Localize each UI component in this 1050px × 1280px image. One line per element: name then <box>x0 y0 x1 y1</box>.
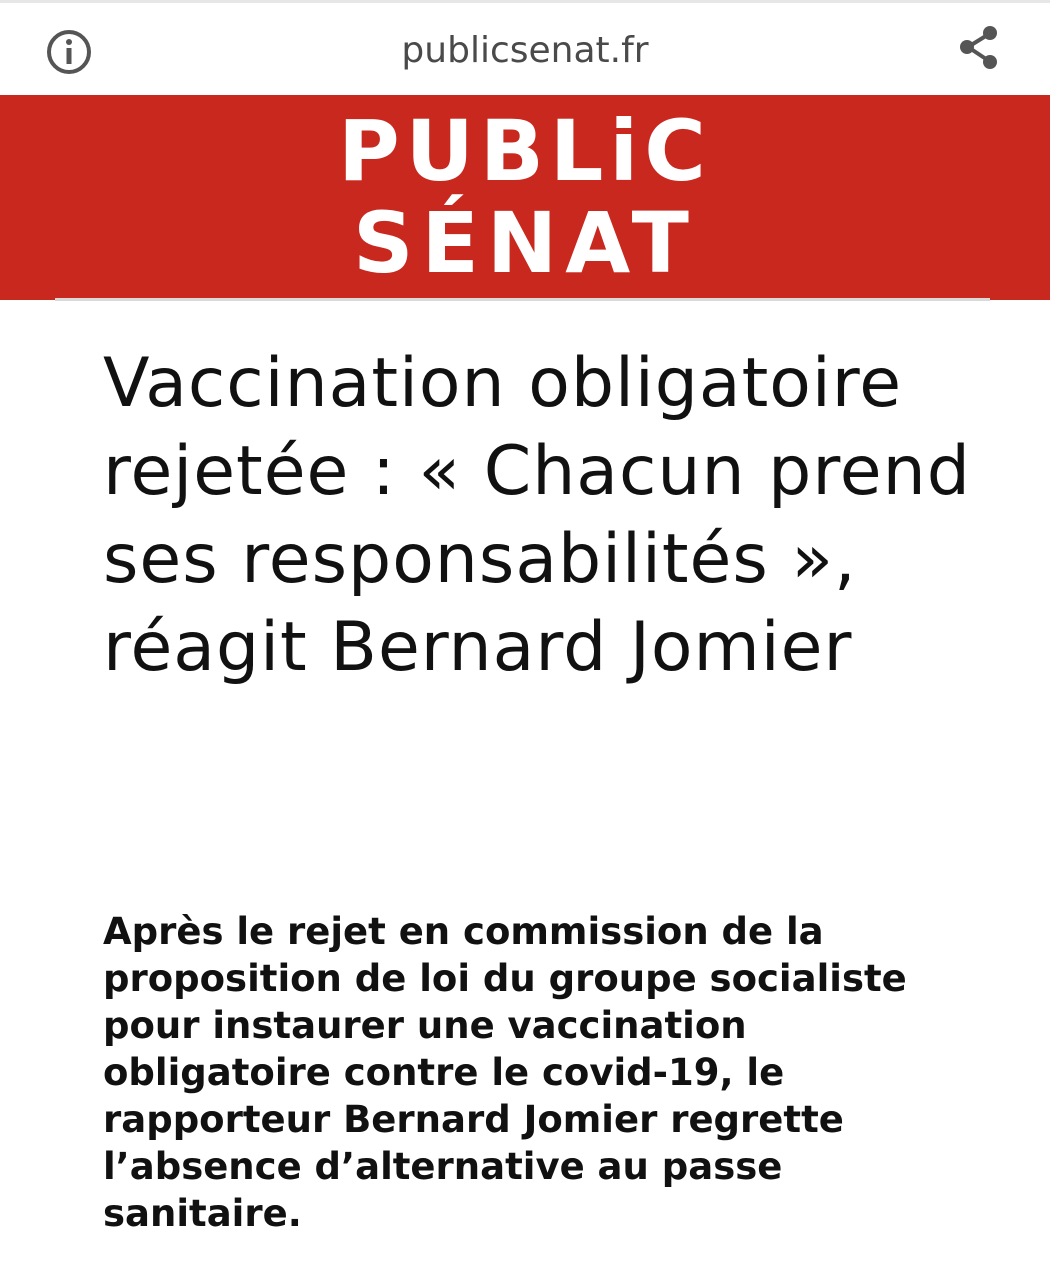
share-icon[interactable] <box>955 23 1005 73</box>
article-lead-paragraph: Après le rejet en commission de la proposition de loi du groupe socialiste pour instaurer une vaccination obligatoire contre le covid-19, le rapporteur Bernard Jomier regrette l’absence d’alternative au passe sanitaire. <box>103 910 907 1235</box>
public-senat-logo[interactable] <box>300 95 750 300</box>
article-headline: Vaccination obligatoire rejetée : « Chacun prend ses responsabilités », réagit Bernard Jomier <box>103 344 971 687</box>
logo-line-public: PUBLiC <box>338 102 712 200</box>
site-banner <box>0 95 1050 300</box>
url-text[interactable]: publicsenat.fr <box>401 30 649 71</box>
logo-line-senat: SÉNAT <box>353 194 697 292</box>
info-circle-icon[interactable] <box>44 27 94 77</box>
browser-url-bar <box>0 0 1050 95</box>
banner-divider <box>55 298 990 301</box>
